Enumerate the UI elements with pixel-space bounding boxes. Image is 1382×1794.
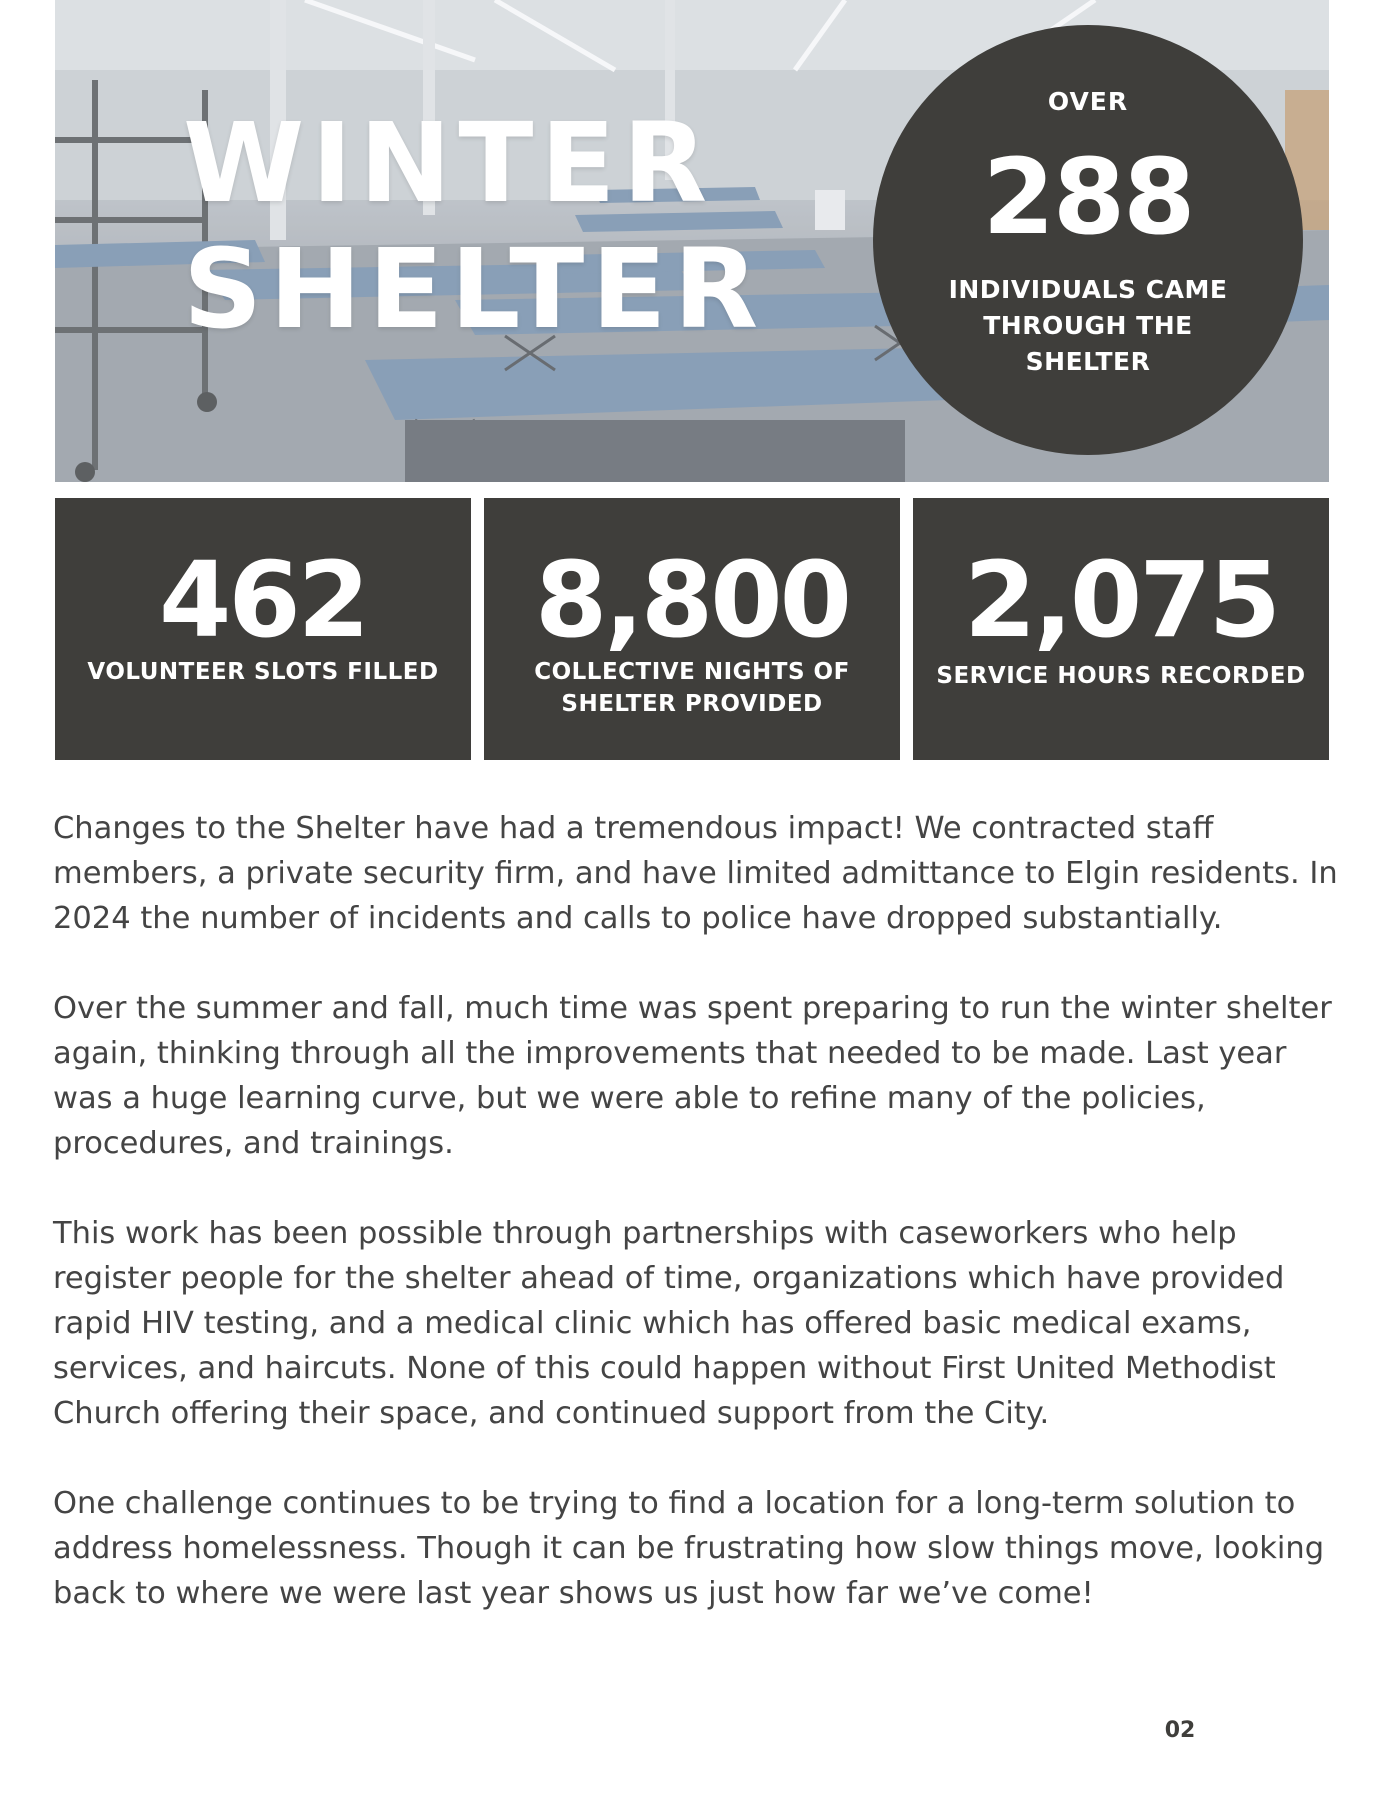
stat-value: 8,800 <box>535 539 849 661</box>
individuals-stat-circle <box>873 25 1303 455</box>
stat-value: 2,075 <box>964 539 1278 661</box>
paragraph: This work has been possible through partnerships with caseworkers who help register people for the shelter ahead of time, organizations which have provided rapid HIV testing, and a medical clinic which has offered basic medical exams, services, and haircuts. None of this could happen without First United Methodist Church offering their space, and continued support from the City. <box>53 1216 1285 1431</box>
stat-label: VOLUNTEER SLOTS FILLED <box>87 659 439 685</box>
title-line-winter: WINTER <box>183 99 715 227</box>
stat-box-shelter-nights <box>484 498 900 760</box>
stat-label: SERVICE HOURS RECORDED <box>936 663 1306 689</box>
page-number: 02 <box>1164 1718 1196 1743</box>
stats-row <box>55 498 1329 760</box>
paragraph: One challenge continues to be trying to find a location for a long-term solution to address homelessness. Though it can be frustrating how slow things move, looking back to where we were last year shows us just how far we’ve come! <box>53 1486 1325 1611</box>
hero-banner <box>55 0 1329 482</box>
stat-prefix: OVER <box>1047 87 1129 116</box>
stat-box-volunteer-slots <box>55 498 471 760</box>
paragraph: Over the summer and fall, much time was spent preparing to run the winter shelter again, thinking through all the improvements that needed to be made. Last year was a huge learning curve, but we were able to refine many of the policies, procedures, and trainings. <box>53 991 1332 1161</box>
title-line-shelter: SHELTER <box>183 225 766 353</box>
body-text <box>53 806 1343 1661</box>
stat-value: 288 <box>982 136 1194 258</box>
stat-caption: INDIVIDUALS CAME THROUGH THE SHELTER <box>948 275 1228 376</box>
page-title <box>183 100 765 352</box>
stat-label: COLLECTIVE NIGHTS OF SHELTER PROVIDED <box>534 659 850 717</box>
stat-box-service-hours <box>913 498 1329 760</box>
stat-value: 462 <box>158 539 368 661</box>
paragraph: Changes to the Shelter have had a tremendous impact! We contracted staff members, a private security firm, and have limited admittance to Elgin residents. In 2024 the number of incidents and calls to police have dropped substantially. <box>53 811 1338 936</box>
